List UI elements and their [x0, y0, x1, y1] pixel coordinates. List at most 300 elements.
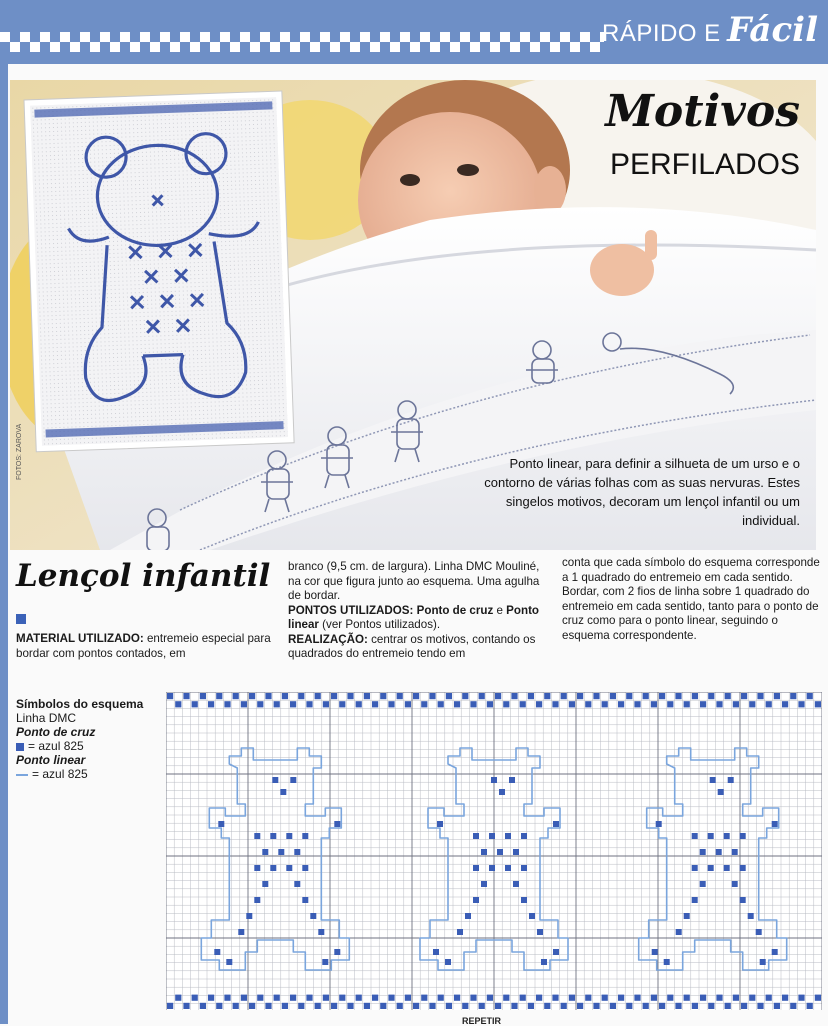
- cross-stitch: [676, 929, 682, 935]
- border-stitch: [224, 701, 230, 707]
- border-stitch: [700, 995, 706, 1001]
- cross-stitch: [286, 865, 292, 871]
- border-stitch: [544, 1003, 550, 1009]
- border-stitch: [520, 995, 526, 1001]
- cross-stitch: [318, 929, 324, 935]
- checker-cell: [470, 42, 480, 52]
- border-stitch: [528, 693, 534, 699]
- border-stitch: [733, 995, 739, 1001]
- border-stitch: [454, 701, 460, 707]
- cross-stitch: [700, 849, 706, 855]
- border-stitch: [815, 995, 821, 1001]
- cross-stitch: [272, 777, 278, 783]
- border-stitch: [790, 1003, 796, 1009]
- cross-stitch: [509, 777, 515, 783]
- cross-stitch: [473, 833, 479, 839]
- border-stitch: [610, 1003, 616, 1009]
- title-marker: [16, 614, 26, 624]
- checker-cell: [300, 32, 310, 42]
- border-stitch: [265, 1003, 271, 1009]
- article-col-2: [288, 560, 550, 662]
- border-stitch: [626, 1003, 632, 1009]
- cross-stitch: [541, 959, 547, 965]
- border-stitch: [634, 995, 640, 1001]
- cross-stitch: [270, 865, 276, 871]
- pontos-note: (ver Pontos utilizados).: [318, 618, 441, 631]
- border-stitch: [552, 995, 558, 1001]
- border-stitch: [511, 1003, 517, 1009]
- border-stitch: [528, 1003, 534, 1009]
- border-stitch: [397, 1003, 403, 1009]
- border-stitch: [577, 693, 583, 699]
- cross-stitch: [489, 833, 495, 839]
- border-stitch: [675, 693, 681, 699]
- checker-cell: [400, 32, 410, 42]
- cross-stitch: [246, 913, 252, 919]
- border-stitch: [749, 995, 755, 1001]
- linear-stitch-swatch: [16, 774, 28, 776]
- cross-stitch: [302, 897, 308, 903]
- border-stitch: [602, 701, 608, 707]
- border-stitch: [544, 693, 550, 699]
- pontos-cruz: Ponto de cruz: [416, 603, 494, 617]
- checker-cell: [370, 42, 380, 52]
- checker-cell: [550, 42, 560, 52]
- checker-cell: [440, 32, 450, 42]
- border-stitch: [241, 701, 247, 707]
- border-stitch: [347, 1003, 353, 1009]
- cross-stitch: [290, 777, 296, 783]
- border-stitch: [511, 693, 517, 699]
- border-stitch: [585, 995, 591, 1001]
- cross-stitch: [238, 929, 244, 935]
- border-stitch: [634, 701, 640, 707]
- checker-cell: [390, 42, 400, 52]
- border-stitch: [577, 1003, 583, 1009]
- border-stitch: [274, 701, 280, 707]
- border-stitch: [807, 1003, 813, 1009]
- border-stitch: [520, 701, 526, 707]
- checker-cell: [200, 32, 210, 42]
- border-stitch: [659, 1003, 665, 1009]
- section-label: RÁPIDO E: [602, 20, 721, 47]
- chart-legend: [16, 697, 166, 781]
- cross-stitch: [505, 865, 511, 871]
- checker-cell: [60, 32, 70, 42]
- checker-cell: [160, 32, 170, 42]
- border-stitch: [167, 693, 173, 699]
- border-stitch: [462, 693, 468, 699]
- cross-stitch: [772, 821, 778, 827]
- border-stitch: [782, 701, 788, 707]
- cross-stitch: [716, 849, 722, 855]
- border-stitch: [372, 995, 378, 1001]
- cross-stitch: [294, 881, 300, 887]
- border-stitch: [807, 693, 813, 699]
- cross-stitch: [537, 929, 543, 935]
- border-stitch: [667, 995, 673, 1001]
- border-stitch: [290, 701, 296, 707]
- border-stitch: [175, 701, 181, 707]
- checker-cell: [260, 32, 270, 42]
- material-continued: branco (9,5 cm. de largura). Linha DMC Mouliné, na cor que figura junto ao esquema. Uma agulha de bordar.: [288, 560, 540, 602]
- cross-stitch: [692, 897, 698, 903]
- border-stitch: [479, 1003, 485, 1009]
- pontos-linear: Ponto linear: [288, 603, 540, 631]
- border-stitch: [446, 1003, 452, 1009]
- checker-cell: [270, 42, 280, 52]
- border-stitch: [438, 995, 444, 1001]
- cross-stitch: [437, 821, 443, 827]
- border-stitch: [503, 995, 509, 1001]
- cross-stitch: [740, 833, 746, 839]
- border-stitch: [815, 701, 821, 707]
- legend-linear-label: Ponto linear: [16, 753, 86, 767]
- cross-stitch: [302, 833, 308, 839]
- pontos-and: e: [493, 603, 507, 617]
- cross-stitch: [334, 821, 340, 827]
- checker-cell: [340, 32, 350, 42]
- cross-stitch: [262, 881, 268, 887]
- checker-cell: [290, 42, 300, 52]
- cross-stitch: [473, 865, 479, 871]
- article-col-1: [16, 632, 274, 661]
- border-stitch: [216, 1003, 222, 1009]
- cross-stitch: [334, 949, 340, 955]
- border-stitch: [643, 693, 649, 699]
- checker-cell: [320, 32, 330, 42]
- border-stitch: [413, 1003, 419, 1009]
- border-stitch: [692, 1003, 698, 1009]
- photo-caption: Ponto linear, para definir a silhueta de um urso e o contorno de várias folhas com as suas nervuras. Estes singelos motivos, decoram um lençol infantil ou um individual.: [484, 456, 800, 528]
- border-stitch: [364, 1003, 370, 1009]
- cross-stitch: [740, 897, 746, 903]
- article-title: Lençol infantil: [16, 558, 271, 594]
- checker-cell: [280, 32, 290, 42]
- border-stitch: [183, 693, 189, 699]
- cross-stitch: [254, 865, 260, 871]
- border-stitch: [684, 701, 690, 707]
- legend-linear-row: [16, 767, 166, 781]
- border-stitch: [774, 693, 780, 699]
- cross-stitch: [728, 777, 734, 783]
- checker-cell: [560, 32, 570, 42]
- checker-cell: [50, 42, 60, 52]
- border-stitch: [249, 693, 255, 699]
- cross-stitch: [445, 959, 451, 965]
- border-stitch: [593, 1003, 599, 1009]
- checker-cell: [460, 32, 470, 42]
- cross-stitch: [278, 849, 284, 855]
- border-stitch: [380, 693, 386, 699]
- checker-cell: [480, 32, 490, 42]
- border-stitch: [684, 995, 690, 1001]
- border-stitch: [413, 693, 419, 699]
- border-stitch: [372, 701, 378, 707]
- cross-stitch: [473, 897, 479, 903]
- page-edge-stripe: [0, 64, 8, 1024]
- stitch-pattern-chart: [166, 692, 822, 1010]
- border-stitch: [364, 693, 370, 699]
- border-stitch: [282, 693, 288, 699]
- material-text: entremeio especial para bordar com pontos contados, em: [16, 632, 271, 660]
- checker-cell: [410, 42, 420, 52]
- border-stitch: [585, 701, 591, 707]
- checker-cell: [150, 42, 160, 52]
- border-stitch: [757, 693, 763, 699]
- border-stitch: [216, 693, 222, 699]
- cross-stitch: [756, 929, 762, 935]
- border-stitch: [651, 701, 657, 707]
- border-stitch: [667, 701, 673, 707]
- cross-stitch: [529, 913, 535, 919]
- cross-stitch: [254, 897, 260, 903]
- checker-cell: [530, 42, 540, 52]
- border-stitch: [306, 995, 312, 1001]
- cross-stitch: [708, 865, 714, 871]
- border-stitch: [757, 1003, 763, 1009]
- checker-cell: [330, 42, 340, 52]
- checker-cell: [100, 32, 110, 42]
- border-stitch: [298, 693, 304, 699]
- checker-cell: [590, 42, 600, 52]
- realizacao-text: centrar os motivos, contando os quadrados do entremeio tendo em: [288, 632, 536, 660]
- border-stitch: [618, 701, 624, 707]
- checker-cell: [10, 42, 20, 52]
- cross-stitch: [513, 881, 519, 887]
- border-stitch: [766, 701, 772, 707]
- cross-stitch: [302, 865, 308, 871]
- cross-stitch: [553, 821, 559, 827]
- article-col-3: [562, 556, 824, 643]
- checker-cell: [210, 42, 220, 52]
- border-stitch: [429, 693, 435, 699]
- border-stitch: [561, 1003, 567, 1009]
- border-stitch: [249, 1003, 255, 1009]
- border-stitch: [725, 1003, 731, 1009]
- checker-cell: [250, 42, 260, 52]
- checker-border: [0, 32, 604, 52]
- border-stitch: [298, 1003, 304, 1009]
- checker-cell: [430, 42, 440, 52]
- cross-stitch: [481, 849, 487, 855]
- cross-stitch: [521, 833, 527, 839]
- cross-stitch: [214, 949, 220, 955]
- checker-cell: [360, 32, 370, 42]
- cross-stitch: [732, 849, 738, 855]
- checker-cell: [0, 32, 10, 42]
- checker-cell: [170, 42, 180, 52]
- checker-cell: [40, 32, 50, 42]
- border-stitch: [175, 995, 181, 1001]
- checker-cell: [240, 32, 250, 42]
- checker-cell: [220, 32, 230, 42]
- realizacao-label: REALIZAÇÃO:: [288, 632, 368, 646]
- border-stitch: [454, 995, 460, 1001]
- cross-stitch: [270, 833, 276, 839]
- border-stitch: [388, 995, 394, 1001]
- border-stitch: [733, 701, 739, 707]
- border-stitch: [429, 1003, 435, 1009]
- border-stitch: [593, 693, 599, 699]
- feature-title-script: Motivos: [605, 86, 800, 137]
- border-stitch: [643, 1003, 649, 1009]
- border-stitch: [495, 1003, 501, 1009]
- border-stitch: [569, 995, 575, 1001]
- checker-cell: [180, 32, 190, 42]
- checker-cell: [90, 42, 100, 52]
- border-stitch: [552, 701, 558, 707]
- border-stitch: [192, 995, 198, 1001]
- legend-cross-row: [16, 739, 166, 753]
- cross-stitch: [254, 833, 260, 839]
- border-stitch: [306, 701, 312, 707]
- border-stitch: [200, 693, 206, 699]
- border-stitch: [536, 995, 542, 1001]
- border-stitch: [208, 995, 214, 1001]
- border-stitch: [766, 995, 772, 1001]
- border-stitch: [725, 693, 731, 699]
- cross-stitch: [226, 959, 232, 965]
- cross-stitch: [708, 833, 714, 839]
- border-stitch: [241, 995, 247, 1001]
- repeat-marker: REPETIR: [462, 1016, 502, 1026]
- checker-cell: [350, 42, 360, 52]
- material-label: MATERIAL UTILIZADO:: [16, 632, 144, 645]
- border-stitch: [487, 701, 493, 707]
- border-stitch: [233, 1003, 239, 1009]
- border-stitch: [405, 701, 411, 707]
- photo-credit: FOTOS: ZAROVA: [16, 423, 23, 480]
- cross-stitch: [718, 789, 724, 795]
- checker-cell: [580, 32, 590, 42]
- border-stitch: [208, 701, 214, 707]
- legend-cross-value: = azul 825: [28, 739, 84, 753]
- checker-cell: [420, 32, 430, 42]
- border-stitch: [798, 701, 804, 707]
- border-stitch: [790, 693, 796, 699]
- border-stitch: [167, 1003, 173, 1009]
- cross-stitch: [481, 881, 487, 887]
- cross-stitch: [748, 913, 754, 919]
- border-stitch: [323, 995, 329, 1001]
- cross-stitch: [218, 821, 224, 827]
- cross-stitch: [692, 833, 698, 839]
- realizacao-continued: conta que cada símbolo do esquema corresponde a 1 quadrado do entremeio em cada sentido. Bordar, com 2 fios de linha sobre 1 quadrado do entremeio em cada sentido, tanto para o ponto de cruz como para o ponto linear, seguindo o esquema correspondente.: [562, 556, 820, 642]
- cross-stitch: [491, 777, 497, 783]
- border-stitch: [700, 701, 706, 707]
- border-stitch: [470, 701, 476, 707]
- border-stitch: [716, 701, 722, 707]
- border-stitch: [323, 701, 329, 707]
- checker-cell: [80, 32, 90, 42]
- checker-cell: [190, 42, 200, 52]
- cross-stitch: [732, 881, 738, 887]
- checker-cell: [130, 42, 140, 52]
- cross-stitch: [700, 881, 706, 887]
- checker-cell: [120, 32, 130, 42]
- cross-stitch: [433, 949, 439, 955]
- border-stitch: [692, 693, 698, 699]
- cross-stitch: [489, 865, 495, 871]
- checker-cell: [310, 42, 320, 52]
- cross-stitch: [772, 949, 778, 955]
- legend-thread: Linha DMC: [16, 711, 77, 725]
- border-stitch: [651, 995, 657, 1001]
- border-stitch: [356, 701, 362, 707]
- border-stitch: [290, 995, 296, 1001]
- border-stitch: [495, 693, 501, 699]
- cross-stitch: [280, 789, 286, 795]
- section-label-accent: Fácil: [727, 10, 818, 50]
- cross-stitch: [465, 913, 471, 919]
- border-stitch: [265, 693, 271, 699]
- border-stitch: [388, 701, 394, 707]
- cross-stitch: [656, 821, 662, 827]
- cross-stitch-swatch: [16, 743, 24, 751]
- cross-stitch: [322, 959, 328, 965]
- border-stitch: [257, 701, 263, 707]
- border-stitch: [503, 701, 509, 707]
- border-stitch: [339, 701, 345, 707]
- cross-stitch: [652, 949, 658, 955]
- cross-stitch: [760, 959, 766, 965]
- border-stitch: [339, 995, 345, 1001]
- border-stitch: [716, 995, 722, 1001]
- border-stitch: [462, 1003, 468, 1009]
- feature-title-caps: PERFILADOS: [609, 148, 800, 181]
- border-stitch: [708, 693, 714, 699]
- border-stitch: [798, 995, 804, 1001]
- checker-cell: [500, 32, 510, 42]
- border-stitch: [421, 701, 427, 707]
- cross-stitch: [664, 959, 670, 965]
- border-stitch: [446, 693, 452, 699]
- pontos-label: PONTOS UTILIZADOS:: [288, 603, 414, 617]
- border-stitch: [438, 701, 444, 707]
- cross-stitch: [294, 849, 300, 855]
- cross-stitch: [724, 833, 730, 839]
- border-stitch: [405, 995, 411, 1001]
- border-stitch: [380, 1003, 386, 1009]
- checker-cell: [540, 32, 550, 42]
- border-stitch: [356, 995, 362, 1001]
- border-stitch: [659, 693, 665, 699]
- cross-stitch: [505, 833, 511, 839]
- cross-stitch: [286, 833, 292, 839]
- border-stitch: [257, 995, 263, 1001]
- border-stitch: [749, 701, 755, 707]
- section-brand: [602, 10, 818, 50]
- border-stitch: [569, 701, 575, 707]
- border-stitch: [479, 693, 485, 699]
- border-stitch: [487, 995, 493, 1001]
- legend-title: Símbolos do esquema: [16, 697, 144, 711]
- checker-cell: [450, 42, 460, 52]
- cross-stitch: [553, 949, 559, 955]
- cross-stitch: [499, 789, 505, 795]
- border-stitch: [536, 701, 542, 707]
- border-stitch: [675, 1003, 681, 1009]
- border-stitch: [224, 995, 230, 1001]
- border-stitch: [561, 693, 567, 699]
- cross-stitch: [521, 897, 527, 903]
- border-stitch: [282, 1003, 288, 1009]
- checker-cell: [70, 42, 80, 52]
- cross-stitch: [497, 849, 503, 855]
- border-stitch: [782, 995, 788, 1001]
- checker-cell: [570, 42, 580, 52]
